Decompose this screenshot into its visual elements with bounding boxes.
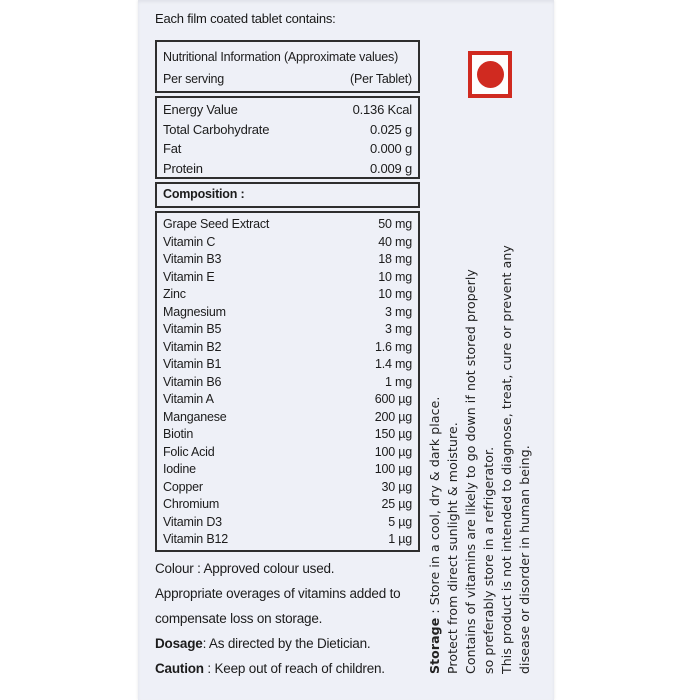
ingredient-name: Vitamin B12: [163, 532, 228, 546]
composition-row: [163, 514, 412, 532]
composition-row: [163, 531, 412, 549]
ingredient-value: 50 mg: [378, 217, 412, 231]
storage-line: [498, 158, 516, 674]
ingredient-name: Vitamin C: [163, 234, 216, 249]
composition-row: [163, 339, 412, 357]
nutrition-header-box: [155, 40, 420, 93]
ingredient-name: Vitamin A: [163, 392, 214, 406]
ingredient-value: 1.6 mg: [374, 339, 412, 354]
composition-row: [163, 251, 412, 269]
ingredient-value: 18 mg: [378, 252, 412, 266]
ingredient-value: 100 µg: [374, 444, 412, 459]
storage-text: This product is not intended to diagnose, treat, cure or prevent any: [499, 245, 514, 674]
ingredient-name: Iodine: [163, 462, 196, 476]
nutrient-value: 0.136 Kcal: [352, 102, 412, 117]
composition-row: [163, 356, 412, 374]
note-line: [155, 556, 470, 581]
ingredient-value: 1 µg: [388, 532, 412, 546]
note-label: Dosage: [155, 636, 203, 651]
composition-row: [163, 409, 412, 427]
composition-row: [163, 496, 412, 514]
storage-line: [462, 158, 480, 674]
ingredient-name: Vitamin B5: [163, 322, 222, 336]
composition-row: [163, 286, 412, 304]
nutrition-row: [163, 100, 412, 120]
ingredient-name: Vitamin E: [163, 269, 215, 284]
ingredient-value: 25 µg: [381, 497, 412, 511]
ingredient-name: Vitamin D3: [163, 514, 222, 529]
storage-line: [444, 158, 462, 674]
ingredient-name: Biotin: [163, 427, 194, 441]
note-text: Colour : Approved colour used.: [155, 561, 335, 576]
ingredient-name: Magnesium: [163, 304, 226, 319]
ingredient-value: 40 mg: [378, 234, 412, 249]
ingredient-value: 10 mg: [378, 287, 412, 301]
note-line: [155, 631, 470, 656]
nutrient-name: Total Carbohydrate: [163, 121, 270, 137]
ingredient-name: Copper: [163, 479, 203, 494]
ingredient-name: Vitamin B2: [163, 339, 222, 354]
ingredient-name: Manganese: [163, 409, 227, 424]
storage-text: disease or disorder in human being.: [517, 445, 532, 674]
nutrient-name: Protein: [163, 160, 203, 176]
ingredient-name: Vitamin B6: [163, 374, 222, 389]
note-line: [155, 656, 470, 681]
composition-row: [163, 269, 412, 287]
nonveg-mark: [468, 51, 512, 98]
nutrient-value: 0.009 g: [370, 160, 412, 176]
composition-row: [163, 321, 412, 339]
ingredient-value: 600 µg: [374, 392, 412, 406]
ingredient-name: Vitamin B3: [163, 252, 222, 266]
composition-heading-box: [155, 182, 420, 208]
storage-text: Contains of vitamins are likely to go down if not stored properly: [463, 269, 478, 674]
note-line: [155, 581, 470, 631]
composition-list-box: [155, 211, 420, 552]
ingredient-name: Grape Seed Extract: [163, 217, 270, 231]
ingredient-value: 3 mg: [385, 304, 412, 319]
per-serving-label: Per serving: [163, 72, 225, 86]
ingredient-value: 1 mg: [385, 374, 412, 389]
storage-label: Storage: [427, 617, 442, 674]
label-panel: [138, 0, 554, 700]
ingredient-value: 1.4 mg: [374, 357, 412, 371]
ingredient-name: Zinc: [163, 287, 186, 301]
nutrient-name: Energy Value: [163, 102, 238, 117]
per-tablet-label: (Per Tablet): [350, 72, 412, 86]
storage-text: so preferably store in a refrigerator.: [481, 446, 496, 674]
ingredient-value: 3 mg: [385, 322, 412, 336]
composition-heading: Composition :: [163, 187, 245, 201]
composition-row: [163, 304, 412, 322]
label-title: Each film coated tablet contains:: [155, 11, 336, 26]
nutrition-row: [163, 139, 412, 159]
nutrition-header-title: Nutritional Information (Approximate values): [163, 50, 399, 64]
ingredient-value: 5 µg: [388, 514, 412, 529]
note-label: Caution: [155, 661, 204, 676]
footer-notes: [155, 556, 470, 681]
ingredient-value: 100 µg: [374, 462, 412, 476]
note-text: : As directed by the Dietician.: [202, 636, 371, 651]
composition-row: [163, 444, 412, 462]
ingredient-value: 150 µg: [374, 427, 412, 441]
storage-vertical-text: [426, 158, 540, 674]
composition-row: [163, 391, 412, 409]
ingredient-name: Folic Acid: [163, 444, 215, 459]
storage-text: : Store in a cool, dry & dark place.: [427, 396, 442, 618]
nutrition-header-row: [163, 68, 412, 90]
composition-row: [163, 374, 412, 392]
note-text: Appropriate overages of vitamins added to compensate loss on storage.: [155, 586, 401, 626]
ingredient-value: 200 µg: [374, 409, 412, 424]
storage-line: [516, 158, 534, 674]
nutrition-row: [163, 159, 412, 179]
ingredient-value: 10 mg: [378, 269, 412, 284]
ingredient-name: Vitamin B1: [163, 357, 222, 371]
storage-text: Protect from direct sunlight & moisture.: [445, 422, 460, 674]
nutrient-name: Fat: [163, 141, 182, 157]
nonveg-dot-icon: [477, 61, 504, 88]
storage-line: [426, 158, 444, 674]
nutrient-value: 0.025 g: [370, 121, 412, 137]
composition-row: [163, 426, 412, 444]
storage-line: [480, 158, 498, 674]
composition-row: [163, 234, 412, 252]
note-text: : Keep out of reach of children.: [203, 661, 385, 676]
nutrition-values-box: [155, 96, 420, 179]
ingredient-value: 30 µg: [381, 479, 412, 494]
composition-row: [163, 216, 412, 234]
nutrient-value: 0.000 g: [370, 141, 412, 157]
composition-row: [163, 479, 412, 497]
ingredient-name: Chromium: [163, 497, 220, 511]
nutrition-row: [163, 120, 412, 140]
composition-row: [163, 461, 412, 479]
